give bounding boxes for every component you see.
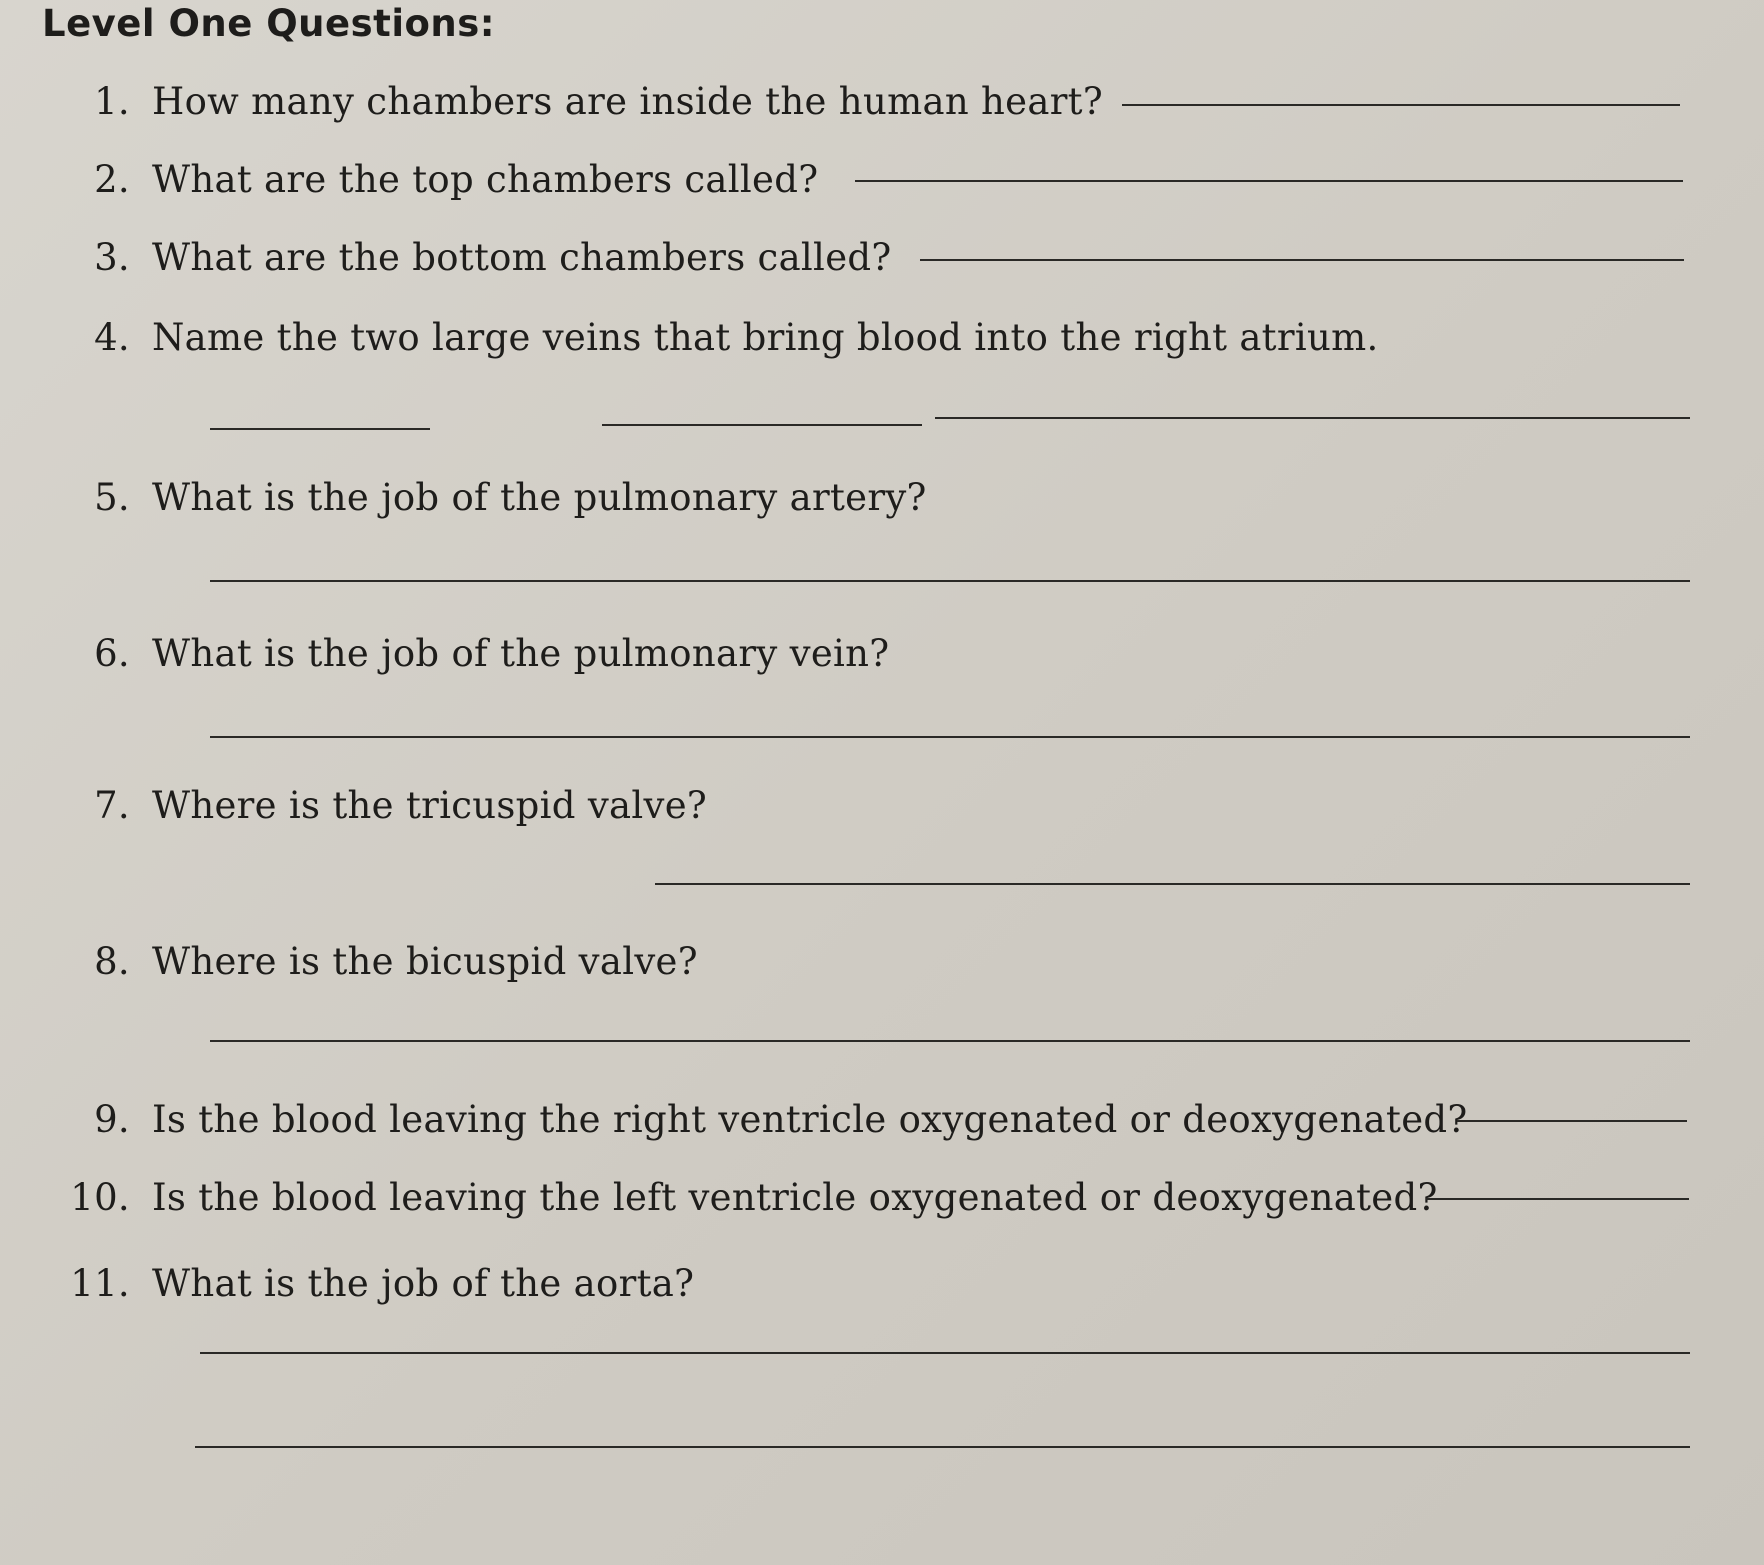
answer-line-7[interactable]	[655, 883, 1690, 885]
question-text: What are the top chambers called?	[152, 158, 819, 201]
answer-line-5[interactable]	[210, 580, 1690, 582]
question-7	[70, 784, 707, 827]
answer-line-10[interactable]	[1426, 1198, 1689, 1200]
question-6	[70, 632, 889, 675]
question-number: 7.	[94, 784, 130, 827]
question-number: 9.	[94, 1098, 130, 1141]
question-11	[70, 1262, 694, 1305]
question-text: Is the blood leaving the right ventricle oxygenated or deoxygenated?	[152, 1098, 1468, 1141]
question-text: What is the job of the pulmonary vein?	[152, 632, 890, 675]
question-number: 4.	[94, 316, 130, 359]
answer-line-11b[interactable]	[195, 1446, 1690, 1448]
question-number: 2.	[94, 158, 130, 201]
question-10	[70, 1176, 1438, 1219]
question-2	[70, 158, 818, 201]
answer-line-6[interactable]	[210, 736, 1690, 738]
question-text: What are the bottom chambers called?	[152, 236, 892, 279]
answer-line-4b[interactable]	[602, 424, 922, 426]
question-text: What is the job of the aorta?	[152, 1262, 695, 1305]
question-4	[70, 316, 1379, 359]
question-number: 3.	[94, 236, 130, 279]
question-5	[70, 476, 927, 519]
question-number: 11.	[70, 1262, 130, 1305]
answer-line-2[interactable]	[855, 180, 1683, 182]
question-8	[70, 940, 698, 983]
question-number: 10.	[70, 1176, 130, 1219]
question-text: How many chambers are inside the human heart?	[152, 80, 1103, 123]
answer-line-1[interactable]	[1122, 104, 1680, 106]
answer-line-8[interactable]	[210, 1040, 1690, 1042]
answer-line-4a[interactable]	[210, 428, 430, 430]
question-text: What is the job of the pulmonary artery?	[152, 476, 927, 519]
worksheet-title: Level One Questions:	[42, 2, 496, 45]
question-text: Where is the tricuspid valve?	[152, 784, 708, 827]
question-number: 1.	[94, 80, 130, 123]
question-9	[70, 1098, 1468, 1141]
question-text: Name the two large veins that bring blood into the right atrium.	[152, 316, 1379, 359]
answer-line-9[interactable]	[1457, 1120, 1687, 1122]
question-number: 8.	[94, 940, 130, 983]
answer-line-11a[interactable]	[200, 1352, 1690, 1354]
question-number: 6.	[94, 632, 130, 675]
question-text: Is the blood leaving the left ventricle oxygenated or deoxygenated?	[152, 1176, 1438, 1219]
question-text: Where is the bicuspid valve?	[152, 940, 698, 983]
question-number: 5.	[94, 476, 130, 519]
answer-line-4c[interactable]	[935, 417, 1690, 419]
answer-line-3[interactable]	[920, 259, 1684, 261]
question-3	[70, 236, 892, 279]
question-1	[70, 80, 1103, 123]
